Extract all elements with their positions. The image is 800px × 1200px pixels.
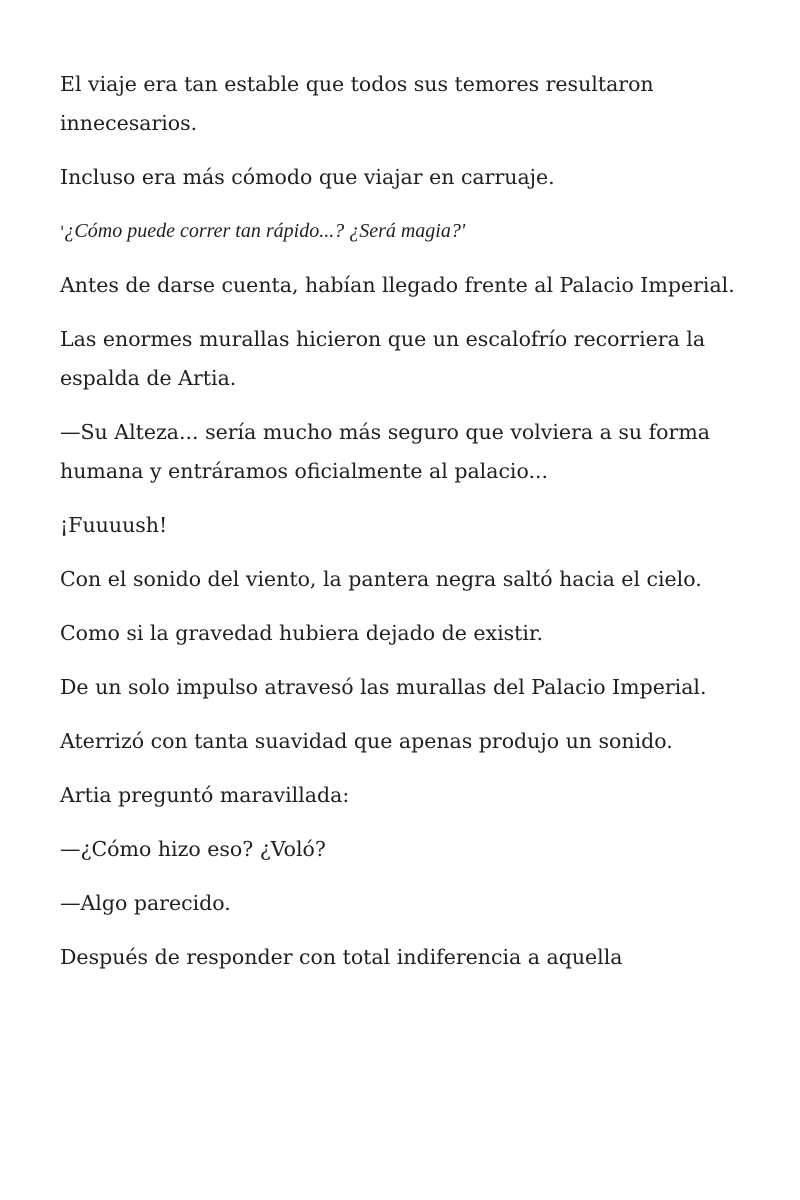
paragraph: Como si la gravedad hubiera dejado de existir. [60,621,544,645]
paragraph: El viaje era tan estable que todos sus temores resultaron innecesarios. [60,72,654,135]
thought-paragraph [60,212,750,251]
paragraph: De un solo impulso atravesó las murallas del Palacio Imperial. [60,675,707,699]
thought-text: ¿Cómo puede correr tan rápido...? ¿Será magia?' [64,220,466,242]
sound-effect-paragraph: ¡Fuuuush! [60,513,168,537]
paragraph: Con el sonido del viento, la pantera negra saltó hacia el cielo. [60,567,702,591]
document-page [60,65,750,992]
dialogue-paragraph: —Algo parecido. [60,891,231,915]
paragraph: Artia preguntó maravillada: [60,783,350,807]
paragraph: Aterrizó con tanta suavidad que apenas produjo un sonido. [60,729,673,753]
paragraph: Después de responder con total indiferencia a aquella [60,945,623,969]
paragraph: Incluso era más cómodo que viajar en carruaje. [60,165,555,189]
paragraph: Antes de darse cuenta, habían llegado frente al Palacio Imperial. [60,273,735,297]
thought-open-mark: ' [60,222,65,241]
paragraph: Las enormes murallas hicieron que un escalofrío recorriera la espalda de Artia. [60,327,706,390]
dialogue-paragraph: —¿Cómo hizo eso? ¿Voló? [60,837,326,861]
dialogue-paragraph: —Su Alteza... sería mucho más seguro que volviera a su forma humana y entráramos oficialmente al palacio... [60,420,710,483]
